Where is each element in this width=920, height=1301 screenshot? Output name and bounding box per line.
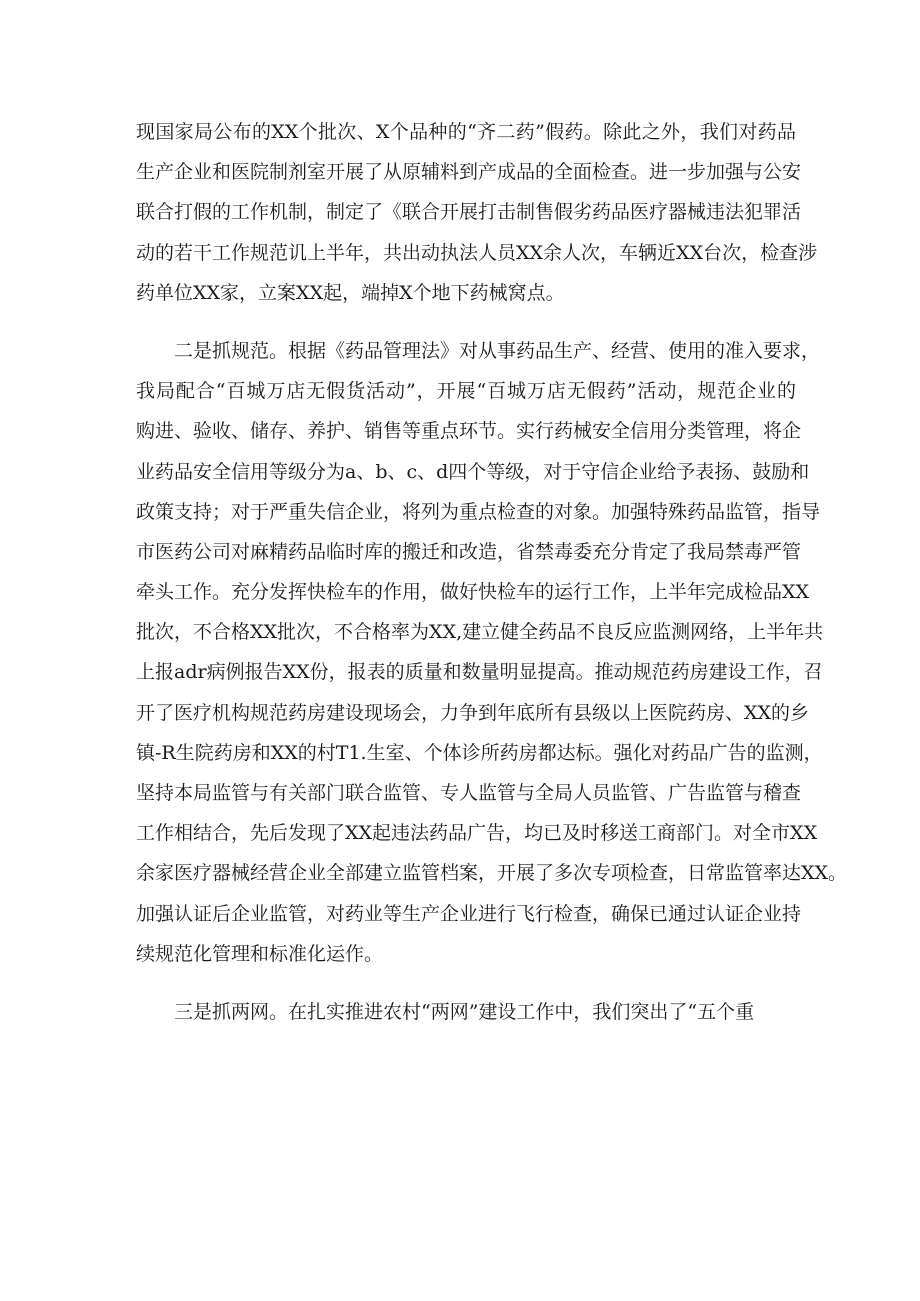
text-line: 二是抓规范。根据《药品管理法》对从事药品生产、经营、使用的准入要求， [174,339,821,362]
text-line: 政策支持；对于严重失信企业，将列为重点检查的对象。加强特殊药品监管，指导 [136,500,821,523]
text-line: 购进、验收、储存、养护、销售等重点环节。实行药械安全信用分类管理，将企 [136,420,802,443]
text-line: 联合打假的工作机制，制定了《联合开展打击制售假劣药品医疗器械违法犯罪活 [136,201,802,224]
paragraph-p2 [136,331,848,974]
text-line: 加强认证后企业监管，对药业等生产企业进行飞行检查，确保已通过认证企业持 [136,902,802,925]
text-line: 上报adr病例报告XX份，报表的质量和数量明显提高。推动规范药房建设工作，召 [136,661,823,684]
paragraph-p3 [136,992,796,1032]
text-line: 镇-R生院药房和XX的村T1.生室、个体诊所药房都达标。强化对药品广告的监测， [136,741,823,764]
text-line: 余家医疗器械经营企业全部建立监管档案，开展了多次专项检查，日常监管率达XX。 [136,862,848,885]
text-line: 市医药公司对麻精药品临时库的搬迁和改造，省禁毒委充分肯定了我局禁毒严管 [136,540,802,563]
text-line: 现国家局公布的XX个批次、X个品种的“齐二药”假药。除此之外，我们对药品 [136,121,796,143]
text-line: 坚持本局监管与有关部门联合监管、专人监管与全局人员监管、广告监管与稽查 [136,782,802,804]
text-line: 工作相结合，先后发现了XX起违法药品广告，均已及时移送工商部门。对全市XX [136,822,818,845]
text-line: 我局配合“百城万店无假货活动”，开展“百城万店无假药”活动，规范企业的 [136,380,796,403]
text-line: 动的若干工作规范讥上半年，共出动执法人员XX余人次，车辆近XX台次，检查涉 [136,241,818,264]
document-body [136,112,848,1050]
text-line: 牵头工作。充分发挥快检车的作用，做好快检车的运行工作，上半年完成检品XX [136,581,810,604]
text-line: 续规范化管理和标准化运作。 [136,942,384,965]
text-line: 开了医疗机构规范药房建设现场会，力争到年底所有县级以上医院药房、XX的乡 [136,701,810,724]
text-line: 三是抓两网。在扎实推进农村“两网”建设工作中，我们突出了“五个重 [174,1000,755,1023]
text-line: 生产企业和医院制剂室开展了从原辅料到产成品的全面检查。进一步加强与公安 [136,161,802,184]
text-line: 药单位XX家，立案XX起，端掉X个地下药械窝点。 [136,281,565,304]
paragraph-p1 [136,112,818,313]
text-line: 批次，不合格XX批次，不合格率为XX,建立健全药品不良反应监测网络，上半年共 [136,621,824,644]
text-line: 业药品安全信用等级分为a、b、c、d四个等级，对于守信企业给予表扬、鼓励和 [136,460,810,483]
